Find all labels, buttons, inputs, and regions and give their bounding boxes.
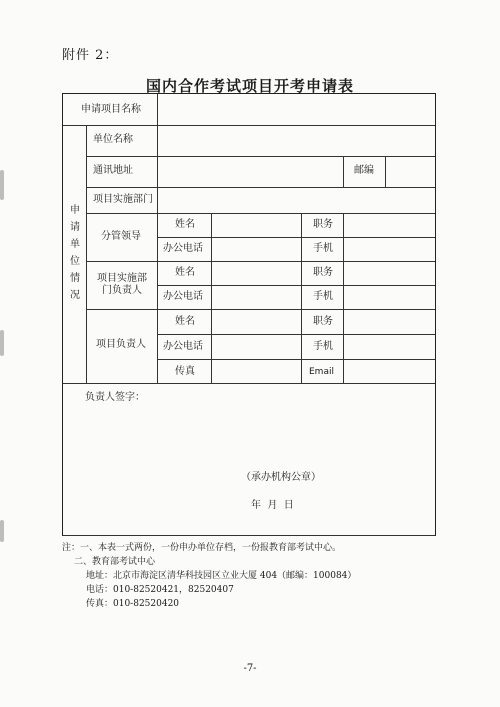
project-head-email-field[interactable] <box>345 361 433 381</box>
attachment-label: 附件 2： <box>62 48 119 63</box>
leader-mobile-label: 手机 <box>313 243 333 254</box>
dept-head-position-label: 职务 <box>313 267 333 278</box>
scan-mark <box>0 330 4 356</box>
date-label: 年 月 日 <box>251 500 294 511</box>
project-head-fax-label: 传真 <box>175 366 195 377</box>
dept-head-label: 项目实施部门负责人 <box>97 273 147 296</box>
page-number: -7- <box>243 663 257 674</box>
row-divider <box>63 125 435 126</box>
row-divider <box>86 156 435 157</box>
signature-label: 负责人签字： <box>85 392 145 403</box>
project-head-mobile-label: 手机 <box>313 341 333 352</box>
col-divider <box>385 156 386 187</box>
project-head-fax-field[interactable] <box>213 361 299 381</box>
note-line: 地址：北京市海淀区清华科技园区立业大厦 404（邮编：100084） <box>86 571 357 581</box>
address-label: 通讯地址 <box>93 165 133 176</box>
dept-head-mobile-label: 手机 <box>313 291 333 302</box>
leader-position-label: 职务 <box>313 219 333 230</box>
leader-office-phone-label: 办公电话 <box>163 243 203 254</box>
application-form <box>62 93 436 536</box>
postcode-label: 邮编 <box>354 165 374 176</box>
col-divider <box>343 213 344 383</box>
unit-name-label: 单位名称 <box>93 134 133 145</box>
dept-head-mobile-field[interactable] <box>345 287 433 307</box>
project-head-mobile-field[interactable] <box>345 336 433 357</box>
note-line: 传真：010-82520420 <box>86 599 180 609</box>
row-divider <box>157 285 435 286</box>
col-divider <box>157 94 158 125</box>
note-line: 二、教育部考试中心 <box>74 557 156 567</box>
seal-label: （承办机构公章） <box>241 472 321 483</box>
row-divider <box>86 187 435 188</box>
row-divider <box>157 237 435 238</box>
project-name-label: 申请项目名称 <box>81 104 141 115</box>
col-divider <box>343 156 344 187</box>
form-title: 国内合作考试项目开考申请表 <box>145 77 354 95</box>
col-divider <box>211 213 212 383</box>
col-divider <box>157 125 158 213</box>
dept-head-name-label: 姓名 <box>175 267 195 278</box>
postcode-field[interactable] <box>387 158 433 185</box>
project-name-field[interactable] <box>159 96 431 123</box>
row-divider <box>86 309 435 310</box>
row-divider <box>157 334 435 335</box>
applicant-info-vertical-label: 申请单位情况 <box>70 205 80 301</box>
leader-position-field[interactable] <box>345 215 433 235</box>
unit-name-field[interactable] <box>159 127 431 154</box>
project-head-position-field[interactable] <box>345 311 433 332</box>
col-divider <box>86 125 87 383</box>
address-field[interactable] <box>159 158 341 185</box>
leader-name-label: 姓名 <box>175 219 195 230</box>
dept-head-name-field[interactable] <box>213 263 299 283</box>
leader-mobile-field[interactable] <box>345 239 433 259</box>
project-head-name-label: 姓名 <box>175 316 195 327</box>
project-head-label: 项目负责人 <box>96 339 146 350</box>
row-divider <box>86 213 435 214</box>
leader-name-field[interactable] <box>213 215 299 235</box>
dept-head-position-field[interactable] <box>345 263 433 283</box>
project-head-email-label: Email <box>309 367 334 377</box>
col-divider <box>301 213 302 383</box>
signature-area[interactable] <box>67 406 431 526</box>
leader-office-phone-field[interactable] <box>213 239 299 259</box>
note-line: 注：一、本表一式两份，一份申办单位存档，一份报教育部考试中心。 <box>62 543 342 553</box>
col-divider <box>157 213 158 383</box>
project-head-office-phone-label: 办公电话 <box>163 341 203 352</box>
notes <box>62 541 356 611</box>
row-divider <box>86 261 435 262</box>
project-head-office-phone-field[interactable] <box>213 336 299 357</box>
leader-label: 分管领导 <box>101 231 141 242</box>
implementing-dept-label: 项目实施部门 <box>93 194 153 205</box>
dept-head-office-phone-field[interactable] <box>213 287 299 307</box>
project-head-name-field[interactable] <box>213 311 299 332</box>
implementing-dept-field[interactable] <box>159 189 431 211</box>
row-divider <box>63 535 435 536</box>
project-head-position-label: 职务 <box>313 316 333 327</box>
row-divider <box>157 359 435 360</box>
dept-head-office-phone-label: 办公电话 <box>163 291 203 302</box>
note-line: 电话：010-82520421，82520407 <box>86 585 234 595</box>
scan-mark <box>0 520 4 542</box>
row-divider <box>63 383 435 384</box>
scan-mark <box>0 170 4 200</box>
